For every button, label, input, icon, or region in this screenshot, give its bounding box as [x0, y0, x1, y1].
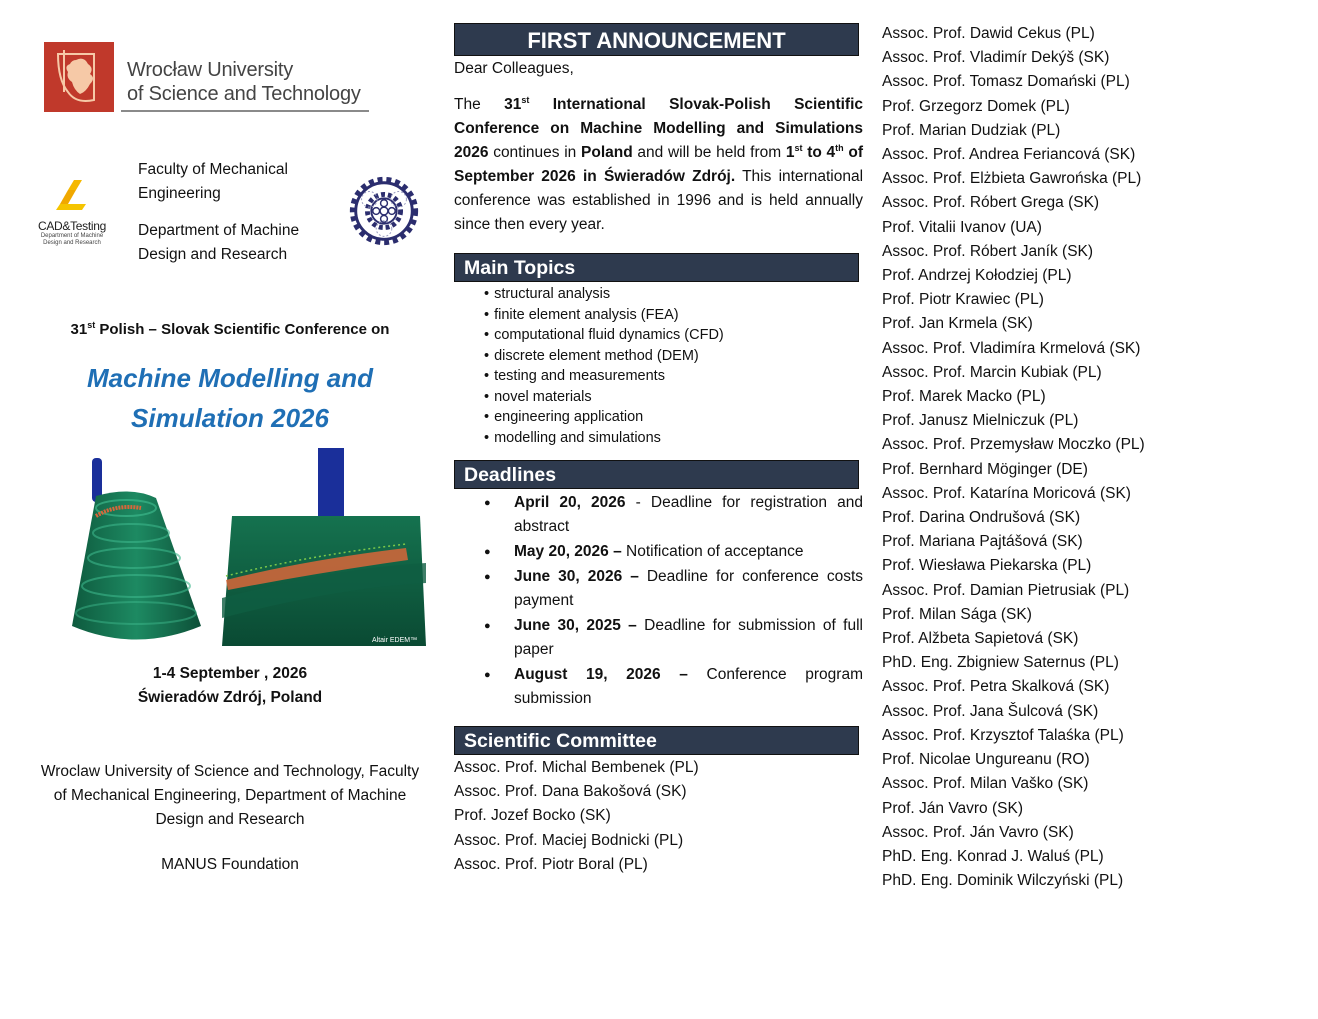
topic-item: • testing and measurements — [484, 366, 724, 387]
department-line2: Design and Research — [138, 246, 288, 263]
intro-text: The — [454, 96, 505, 113]
committee-member: Assoc. Prof. Dana Bakošová (SK) — [454, 783, 687, 801]
department-line1: Department of Machine — [138, 222, 300, 239]
intro-paragraph — [454, 93, 863, 237]
committee-member: Assoc. Prof. Vladimíra Krmelová (SK) — [882, 339, 1141, 357]
committee-member: Prof. Bernhard Möginger (DE) — [882, 460, 1088, 478]
deadline-item — [454, 565, 863, 613]
right-image-watermark: Altair EDEM™ — [372, 637, 418, 644]
eagle-crest-icon — [44, 42, 114, 112]
topics-list — [484, 284, 724, 448]
committee-member: Assoc. Prof. Maciej Bodnicki (PL) — [454, 831, 684, 849]
committee-member: Assoc. Prof. Petra Skalková (SK) — [882, 678, 1110, 696]
topic-item: • modelling and simulations — [484, 428, 724, 449]
cad-sub-line1: Department of Machine — [40, 233, 104, 239]
committee-member: Assoc. Prof. Elżbieta Gawrońska (PL) — [882, 170, 1142, 188]
intro-date-place: of September 2026 in Świeradów Zdrój. — [454, 144, 863, 185]
intro-sup: st — [794, 142, 803, 153]
university-name-line2: of Science and Technology — [127, 83, 361, 105]
committee-member: Assoc. Prof. Tomasz Domański (PL) — [882, 73, 1130, 91]
committee-member: Assoc. Prof. Damian Pietrusiak (PL) — [882, 581, 1130, 599]
committee-member: Prof. Grzegorz Domek (PL) — [882, 97, 1070, 115]
greeting: Dear Colleagues, — [454, 60, 574, 77]
deadline-date: June 30, 2025 – — [514, 617, 637, 634]
committee-list-part2 — [882, 22, 1145, 893]
topic-item: • structural analysis — [484, 284, 724, 305]
intro-end-day: to 4 — [802, 144, 836, 161]
university-logo — [44, 42, 114, 112]
conference-ordinal-suffix: st — [87, 320, 96, 330]
university-name — [127, 58, 361, 106]
announcement-header: FIRST ANNOUNCEMENT — [454, 23, 859, 56]
organizer — [22, 760, 438, 832]
simulation-images — [36, 448, 426, 646]
department-name — [138, 219, 338, 267]
committee-member: Prof. Ján Vavro (SK) — [882, 799, 1023, 817]
organizer-line2: of Mechanical Engineering, Department of Machine — [53, 787, 407, 804]
cad-sub-line2: Design and Research — [43, 240, 101, 246]
committee-member: Prof. Milan Sága (SK) — [882, 605, 1032, 623]
deadline-separator: - — [625, 494, 651, 511]
deadline-date: August 19, 2026 – — [514, 666, 688, 683]
deadline-item — [454, 614, 863, 662]
deadline-date: May 20, 2026 – — [514, 543, 622, 560]
conference-edition — [0, 320, 460, 338]
committee-member: Prof. Wiesława Piekarska (PL) — [882, 557, 1092, 575]
deadlines-list — [454, 491, 863, 712]
faculty-line1: Faculty of Mechanical — [138, 161, 288, 178]
committee-member: Assoc. Prof. Przemysław Moczko (PL) — [882, 436, 1145, 454]
committee-member: Assoc. Prof. Katarína Moricová (SK) — [882, 484, 1131, 502]
gear-logo-icon — [345, 172, 423, 250]
conference-date-range: 1-4 September , 2026 — [152, 665, 308, 682]
committee-member: Assoc. Prof. Marcin Kubiak (PL) — [882, 363, 1102, 381]
deadline-text: Conference program submission — [514, 666, 863, 707]
committee-member: Prof. Janusz Mielniczuk (PL) — [882, 412, 1079, 430]
conference-location: Świeradów Zdrój, Poland — [137, 689, 323, 706]
committee-member: Prof. Marian Dudziak (PL) — [882, 121, 1061, 139]
intro-conference-name: International Slovak-Polish Scientific Conference on Machine Modelling and Simulations 2026 — [454, 96, 863, 161]
deadline-item — [454, 540, 863, 564]
conference-dates — [0, 662, 460, 710]
committee-member: Assoc. Prof. Róbert Janík (SK) — [882, 242, 1094, 260]
committee-member: Prof. Nicolae Ungureanu (RO) — [882, 751, 1090, 769]
committee-member: PhD. Eng. Dominik Wilczyński (PL) — [882, 872, 1124, 890]
chamber-simulation-image — [222, 448, 426, 646]
cad-brand: CAD&Testing — [37, 219, 107, 233]
committee-member: Assoc. Prof. Dawid Cekus (PL) — [882, 25, 1095, 42]
committee-member: Assoc. Prof. Krzysztof Talaśka (PL) — [882, 726, 1124, 744]
committee-member: Prof. Piotr Krawiec (PL) — [882, 291, 1044, 309]
faculty-line2: Engineering — [138, 185, 221, 202]
intro-sup: st — [521, 94, 530, 105]
university-name-line1: Wrocław University — [127, 59, 294, 81]
committee-member: Assoc. Prof. Piotr Boral (PL) — [454, 855, 648, 873]
conference-line-rest: Polish – Slovak Scientific Conference on — [95, 321, 390, 338]
cad-testing-logo — [26, 170, 118, 262]
deadline-date: April 20, 2026 — [514, 494, 626, 511]
deadline-separator — [639, 568, 647, 585]
deadline-text: Deadline for registration and abstract — [514, 494, 863, 535]
committee-member: Prof. Darina Ondrušová (SK) — [882, 509, 1081, 527]
faculty-name — [138, 158, 338, 206]
deadline-date: June 30, 2026 – — [514, 568, 639, 585]
committee-member: Assoc. Prof. Ján Vavro (SK) — [882, 823, 1074, 841]
intro-text: continues in — [488, 144, 582, 161]
topic-item: • engineering application — [484, 407, 724, 428]
intro-country: Poland — [581, 144, 633, 161]
scientific-committee-header: Scientific Committee — [454, 726, 859, 755]
intro-start-day: 1 — [785, 144, 795, 161]
committee-list-part1 — [454, 756, 699, 877]
committee-member: PhD. Eng. Konrad J. Waluś (PL) — [882, 847, 1104, 865]
topic-item: • computational fluid dynamics (CFD) — [484, 325, 724, 346]
deadline-item — [454, 491, 863, 539]
intro-text: and will be held from — [632, 144, 786, 161]
committee-member: Assoc. Prof. Róbert Grega (SK) — [882, 194, 1100, 212]
conference-title-line1: Machine Modelling and — [86, 363, 373, 393]
committee-member: Prof. Jozef Bocko (SK) — [454, 807, 611, 825]
conference-ordinal: 31 — [70, 321, 88, 338]
organizer-line3: Design and Research — [155, 811, 305, 828]
conference-title-line2: Simulation 2026 — [131, 403, 329, 433]
conference-title — [0, 358, 460, 438]
deadline-item — [454, 663, 863, 711]
intro-sup: th — [835, 142, 844, 153]
committee-member: Assoc. Prof. Vladimír Dekýš (SK) — [882, 49, 1110, 67]
topic-item: • finite element analysis (FEA) — [484, 305, 724, 326]
committee-member: Prof. Alžbeta Sapietová (SK) — [882, 630, 1079, 648]
deadlines-header: Deadlines — [454, 460, 859, 489]
cone-simulation-image — [72, 458, 211, 644]
topic-item: • discrete element method (DEM) — [484, 346, 724, 367]
committee-member: Prof. Mariana Pajtášová (SK) — [882, 533, 1083, 551]
committee-member: PhD. Eng. Zbigniew Saternus (PL) — [882, 654, 1119, 672]
intro-text: This international conference was established in 1996 and is held annually since then every year. — [454, 168, 864, 233]
committee-member: Prof. Jan Krmela (SK) — [882, 315, 1033, 333]
committee-member: Assoc. Prof. Michal Bembenek (PL) — [454, 759, 699, 776]
intro-bold: 31 — [504, 96, 522, 113]
deadline-text: Deadline for conference costs payment — [514, 568, 864, 609]
committee-member: Assoc. Prof. Andrea Feriancová (SK) — [882, 146, 1136, 164]
committee-member: Prof. Marek Macko (PL) — [882, 388, 1046, 406]
foundation-name: MANUS Foundation — [161, 856, 299, 873]
topic-item: • novel materials — [484, 387, 724, 408]
committee-member: Prof. Andrzej Kołodziej (PL) — [882, 267, 1072, 285]
committee-member: Assoc. Prof. Milan Vaško (SK) — [882, 775, 1089, 793]
deadline-separator — [688, 666, 707, 683]
left-image-watermark: Altair EDEM™ — [166, 637, 212, 644]
logo-underline — [121, 110, 369, 112]
committee-member: Assoc. Prof. Jana Šulcová (SK) — [882, 702, 1099, 720]
organizer-line1: Wroclaw University of Science and Technology, Faculty — [40, 763, 420, 780]
committee-member: Prof. Vitalii Ivanov (UA) — [882, 218, 1042, 236]
deadline-text: Deadline for submission of full paper — [514, 617, 863, 658]
main-topics-header: Main Topics — [454, 253, 859, 282]
deadline-text: Notification of acceptance — [626, 543, 804, 560]
cad-testing-mark-icon — [52, 178, 92, 212]
